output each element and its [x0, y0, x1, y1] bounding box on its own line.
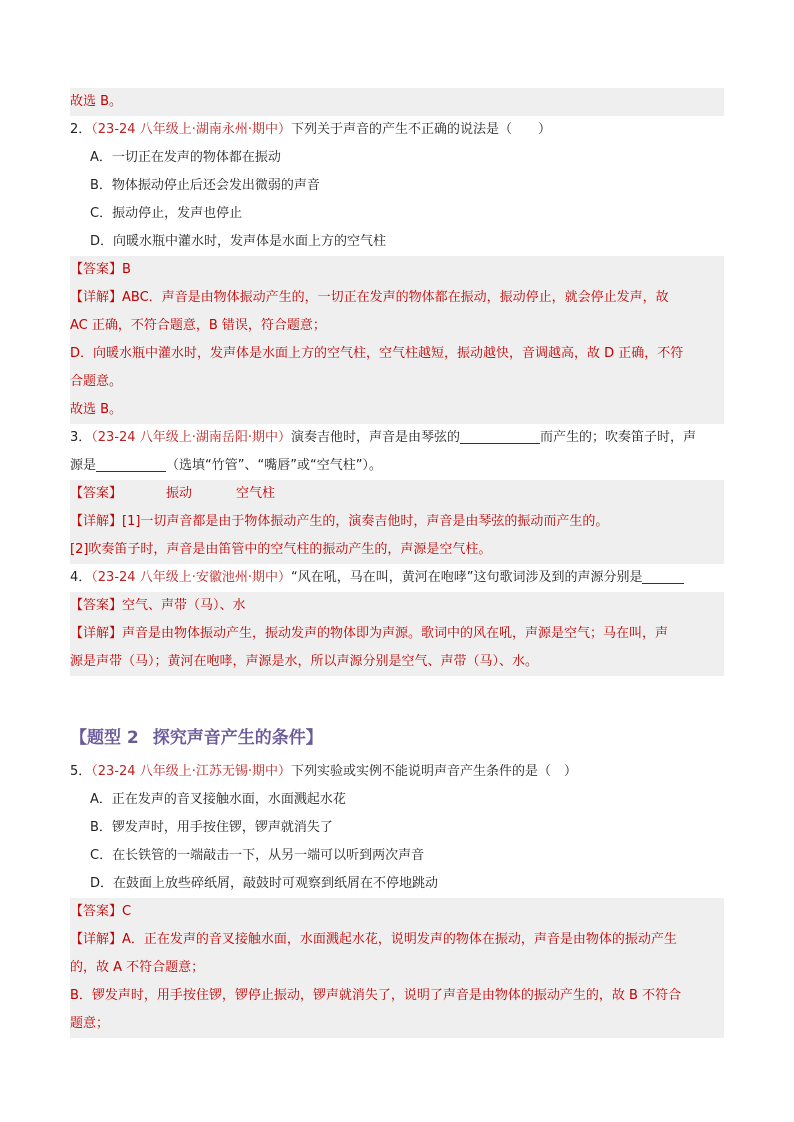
q5-stem-line: [70, 758, 724, 786]
q5-number: 5．: [70, 764, 92, 779]
q2-number: 2．: [70, 122, 92, 137]
q5-answer-value: C: [122, 904, 132, 919]
q3-answer-2: 空气柱: [236, 486, 276, 501]
q5-detail-line-1: [70, 926, 724, 954]
q3-stem-line-1: [70, 424, 724, 452]
q5-option-c: C．在长铁管的一端敲击一下，从另一端可以听到两次声音: [90, 848, 425, 863]
q3-number: 3．: [70, 430, 92, 445]
q5-detail-line-3: B．锣发声时，用手按住锣，锣停止振动，锣声就消失了，说明了声音是由物体的振动产生的，故 B 不符合: [70, 982, 724, 1010]
document-page: [70, 88, 724, 1038]
q3-source: （23-24 八年级上·湖南岳阳·期中）: [91, 430, 291, 445]
section-heading: [70, 718, 724, 758]
q2-answer-tag: 【答案】: [70, 262, 123, 277]
q2-option-a: A．一切正在发声的物体都在振动: [90, 150, 281, 165]
q4-detail-text-1: 声音是由物体振动产生，振动发声的物体即为声源。歌词中的风在吼，声源是空气；马在叫，声: [122, 626, 669, 641]
q4-answer-value: 空气、声带（马）、水: [122, 598, 246, 613]
q3-detail-line-2: [2]吹奏笛子时，声音是由笛管中的空气柱的振动产生的，声源是空气柱。: [70, 536, 724, 564]
q3-stem-b: 而产生的；吹奏笛子时，声: [539, 430, 696, 445]
q2-stem: 下列关于声音的产生不正确的说法是（ ）: [290, 122, 551, 137]
q3-detail-tag: 【详解】: [70, 514, 123, 529]
section-label: 【题型 2: [70, 728, 139, 748]
q4-blank[interactable]: [642, 567, 684, 584]
q2-detail-line-5: 故选 B。: [70, 396, 724, 424]
section-title: 探究声音产生的条件】: [152, 728, 323, 748]
q3-answer-1: 振动: [166, 486, 193, 501]
q2-option-b: B．物体振动停止后还会发出微弱的声音: [90, 178, 320, 193]
q5-stem: 下列实验或实例不能说明声音产生条件的是（ ）: [290, 764, 577, 779]
q5-detail-line-2: 的，故 A 不符合题意；: [70, 954, 724, 982]
q5-option-b: B．锣发声时，用手按住锣，锣声就消失了: [90, 820, 333, 835]
q4-source: （23-24 八年级上·安徽池州·期中）: [91, 570, 291, 585]
q4-answer: [70, 592, 724, 620]
q5-detail-line-4: 题意；: [70, 1010, 724, 1038]
q3-detail-line-1: [70, 508, 724, 536]
q5-detail-text-1: A．正在发声的音叉接触水面，水面溅起水花，说明发声的物体在振动，声音是由物体的振动产生: [122, 932, 677, 947]
q5-option-d: D．在鼓面上放些碎纸屑，敲鼓时可观察到纸屑在不停地跳动: [90, 876, 439, 891]
q2-source: （23-24 八年级上·湖南永州·期中）: [91, 122, 291, 137]
q3-answer-tag: 【答案】: [70, 486, 123, 501]
q2-option-d: D．向暖水瓶中灌水时，发声体是水面上方的空气柱: [90, 234, 387, 249]
q3-detail-text-1: [1]一切声音都是由于物体振动产生的，演奏吉他时，声音是由琴弦的振动而产生的。: [122, 514, 609, 529]
q4-number: 4．: [70, 570, 92, 585]
q5-answer-tag: 【答案】: [70, 904, 123, 919]
q3-stem-d: （选填“竹管”、“嘴唇”或“空气柱”）。: [166, 458, 382, 473]
q2-detail-line-3: D．向暖水瓶中灌水时，发声体是水面上方的空气柱，空气柱越短，振动越快，音调越高，故 D 正确，不符: [70, 340, 724, 368]
q2-answer-value: B: [122, 262, 131, 277]
q3-stem-a: 演奏吉他时，声音是由琴弦的: [290, 430, 460, 445]
q4-answer-tag: 【答案】: [70, 598, 123, 613]
q2-detail-line-1: [70, 284, 724, 312]
q2-answer: [70, 256, 724, 284]
q2-detail-line-4: 合题意。: [70, 368, 724, 396]
q1-conclusion: 故选 B。: [70, 88, 724, 116]
q5-option-a: A．正在发声的音叉接触水面，水面溅起水花: [90, 792, 346, 807]
q2-option-c: C．振动停止，发声也停止: [90, 206, 243, 221]
q2-stem-line: [70, 116, 724, 144]
q2-detail-text-1: ABC．声音是由物体振动产生的，一切正在发声的物体都在振动，振动停止，就会停止发声，故: [122, 290, 669, 305]
q4-stem: “风在吼，马在叫，黄河在咆哮”这句歌词涉及到的声源分别是: [290, 570, 643, 585]
q2-detail-line-2: AC 正确，不符合题意，B 错误，符合题意；: [70, 312, 724, 340]
q3-stem-c: 源是: [70, 458, 97, 473]
q4-detail-line-2: 源是声带（马）；黄河在咆哮，声源是水，所以声源分别是空气、声带（马）、水。: [70, 648, 724, 676]
q5-answer: [70, 898, 724, 926]
q3-blank-1[interactable]: [460, 427, 540, 444]
q4-stem-line: [70, 564, 724, 592]
q5-source: （23-24 八年级上·江苏无锡·期中）: [91, 764, 291, 779]
q2-detail-tag: 【详解】: [70, 290, 123, 305]
q3-answer: [70, 480, 724, 508]
q4-detail-tag: 【详解】: [70, 626, 123, 641]
q3-blank-2[interactable]: [96, 455, 166, 472]
q3-stem-line-2: [70, 452, 724, 480]
q4-detail-line-1: [70, 620, 724, 648]
q5-detail-tag: 【详解】: [70, 932, 123, 947]
